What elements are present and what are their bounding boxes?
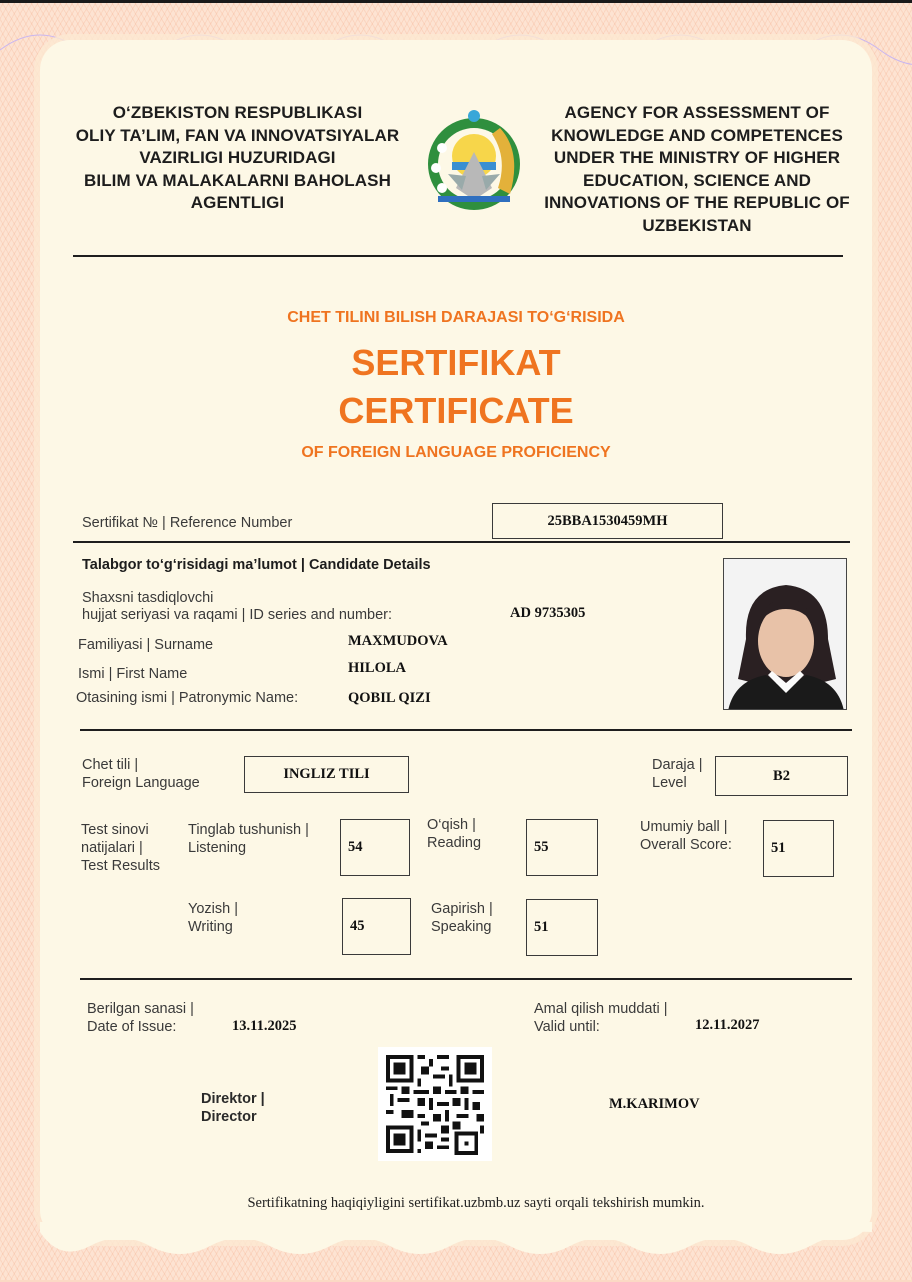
surname-label: Familiyasi | Surname [78,637,214,653]
agency-name-uz [60,102,415,215]
level-label-1: Daraja | [652,757,703,773]
listening-label-1: Tinglab tushunish | [188,822,309,838]
valid-date: 12.11.2027 [695,1017,760,1033]
listening-score-box [340,819,410,876]
overall-label-2: Overall Score: [640,837,732,853]
listening-score: 54 [348,839,363,855]
speaking-label-2: Speaking [431,919,492,935]
results-divider [80,978,852,980]
reading-score: 55 [534,839,549,855]
header-line: OLIY TA’LIM, FAN VA INNOVATSIYALAR [75,125,400,145]
language-box [244,756,409,793]
writing-label-2: Writing [188,919,233,935]
overall-score: 51 [771,840,786,856]
results-label-3: Test Results [81,858,160,874]
header-line: EDUCATION, SCIENCE AND [583,170,811,190]
director-name: M.KARIMOV [609,1096,700,1112]
writing-score: 45 [350,918,365,934]
title-pre: CHET TILINI BILISH DARAJASI TO‘G‘RISIDA [287,309,625,326]
results-label-1: Test sinovi [81,822,149,838]
speaking-score: 51 [534,919,549,935]
reading-label-1: O‘qish | [427,817,476,833]
header-line: KNOWLEDGE AND COMPETENCES [551,125,843,145]
level-label-2: Level [652,775,687,791]
language-label-1: Chet tili | [82,757,139,773]
patronymic-label: Otasining ismi | Patronymic Name: [76,690,299,706]
header-line: UNDER THE MINISTRY OF HIGHER [553,148,841,167]
header-line: O‘ZBEKISTON RESPUBLIKASI [112,103,363,122]
speaking-score-box [526,899,598,956]
issue-date: 13.11.2025 [232,1018,297,1034]
director-label-2: Director [201,1109,257,1125]
director-label-1: Direktor | [201,1091,265,1107]
verification-qr-code[interactable] [378,1047,492,1161]
overall-label-1: Umumiy ball | [640,819,728,835]
speaking-label-1: Gapirish | [431,901,493,917]
firstname-value: HILOLA [348,660,407,676]
portrait-icon [724,559,847,710]
valid-label-1: Amal qilish muddati | [534,1001,668,1017]
header-divider [73,255,843,257]
surname-value: MAXMUDOVA [348,633,448,649]
valid-label-2: Valid until: [534,1019,600,1035]
listening-label-2: Listening [188,840,247,856]
id-value: AD 9735305 [510,605,586,621]
candidate-divider [80,729,852,731]
agency-name-en [532,102,862,237]
level-box [715,756,848,796]
results-label-2: natijalari | [81,840,143,856]
header-line: AGENCY FOR ASSESSMENT OF [564,103,830,122]
reference-divider [73,541,850,543]
overall-score-box [763,820,834,877]
issue-label-2: Date of Issue: [87,1019,177,1035]
title-certificate: CERTIFICATE [338,390,574,431]
header-line: BILIM VA MALAKALARNI BAHOLASH [84,170,391,190]
firstname-label: Ismi | First Name [78,666,188,682]
qr-code-icon [378,1047,492,1161]
language-label-2: Foreign Language [82,775,200,791]
header-line: AGENTLIGI [190,193,285,212]
reading-label-2: Reading [427,835,482,851]
reference-label: Sertifikat № | Reference Number [82,515,293,531]
header-line: INNOVATIONS OF THE REPUBLIC OF [544,193,850,212]
id-label-2: hujjat seriyasi va raqami | ID series and number: [82,607,393,623]
id-label-1: Shaxsni tasdiqlovchi [82,590,214,606]
issue-label-1: Berilgan sanasi | [87,1001,194,1017]
header-line: VAZIRLIGI HUZURIDAGI [139,148,336,167]
bottom-wave-border [0,1222,912,1282]
candidate-photo [723,558,847,710]
verification-note: Sertifikatning haqiqiyligini sertifikat.uzbmb.uz sayti orqali tekshirish mumkin. [247,1195,705,1211]
writing-label-1: Yozish | [188,901,238,917]
title-post: OF FOREIGN LANGUAGE PROFICIENCY [301,444,611,461]
header-line: UZBEKISTAN [642,215,752,235]
candidate-section-title: Talabgor to‘g‘risidagi ma’lumot | Candidate Details [82,557,431,573]
reference-box [492,503,723,539]
level-value: B2 [773,767,790,784]
patronymic-value: QOBIL QIZI [348,690,431,706]
state-emblem-icon [418,104,530,216]
writing-score-box [342,898,411,955]
reference-value: 25BBA1530459MH [547,512,668,529]
reading-score-box [526,819,598,876]
title-sertifikat: SERTIFIKAT [351,342,561,383]
language-value: INGLIZ TILI [283,766,370,782]
